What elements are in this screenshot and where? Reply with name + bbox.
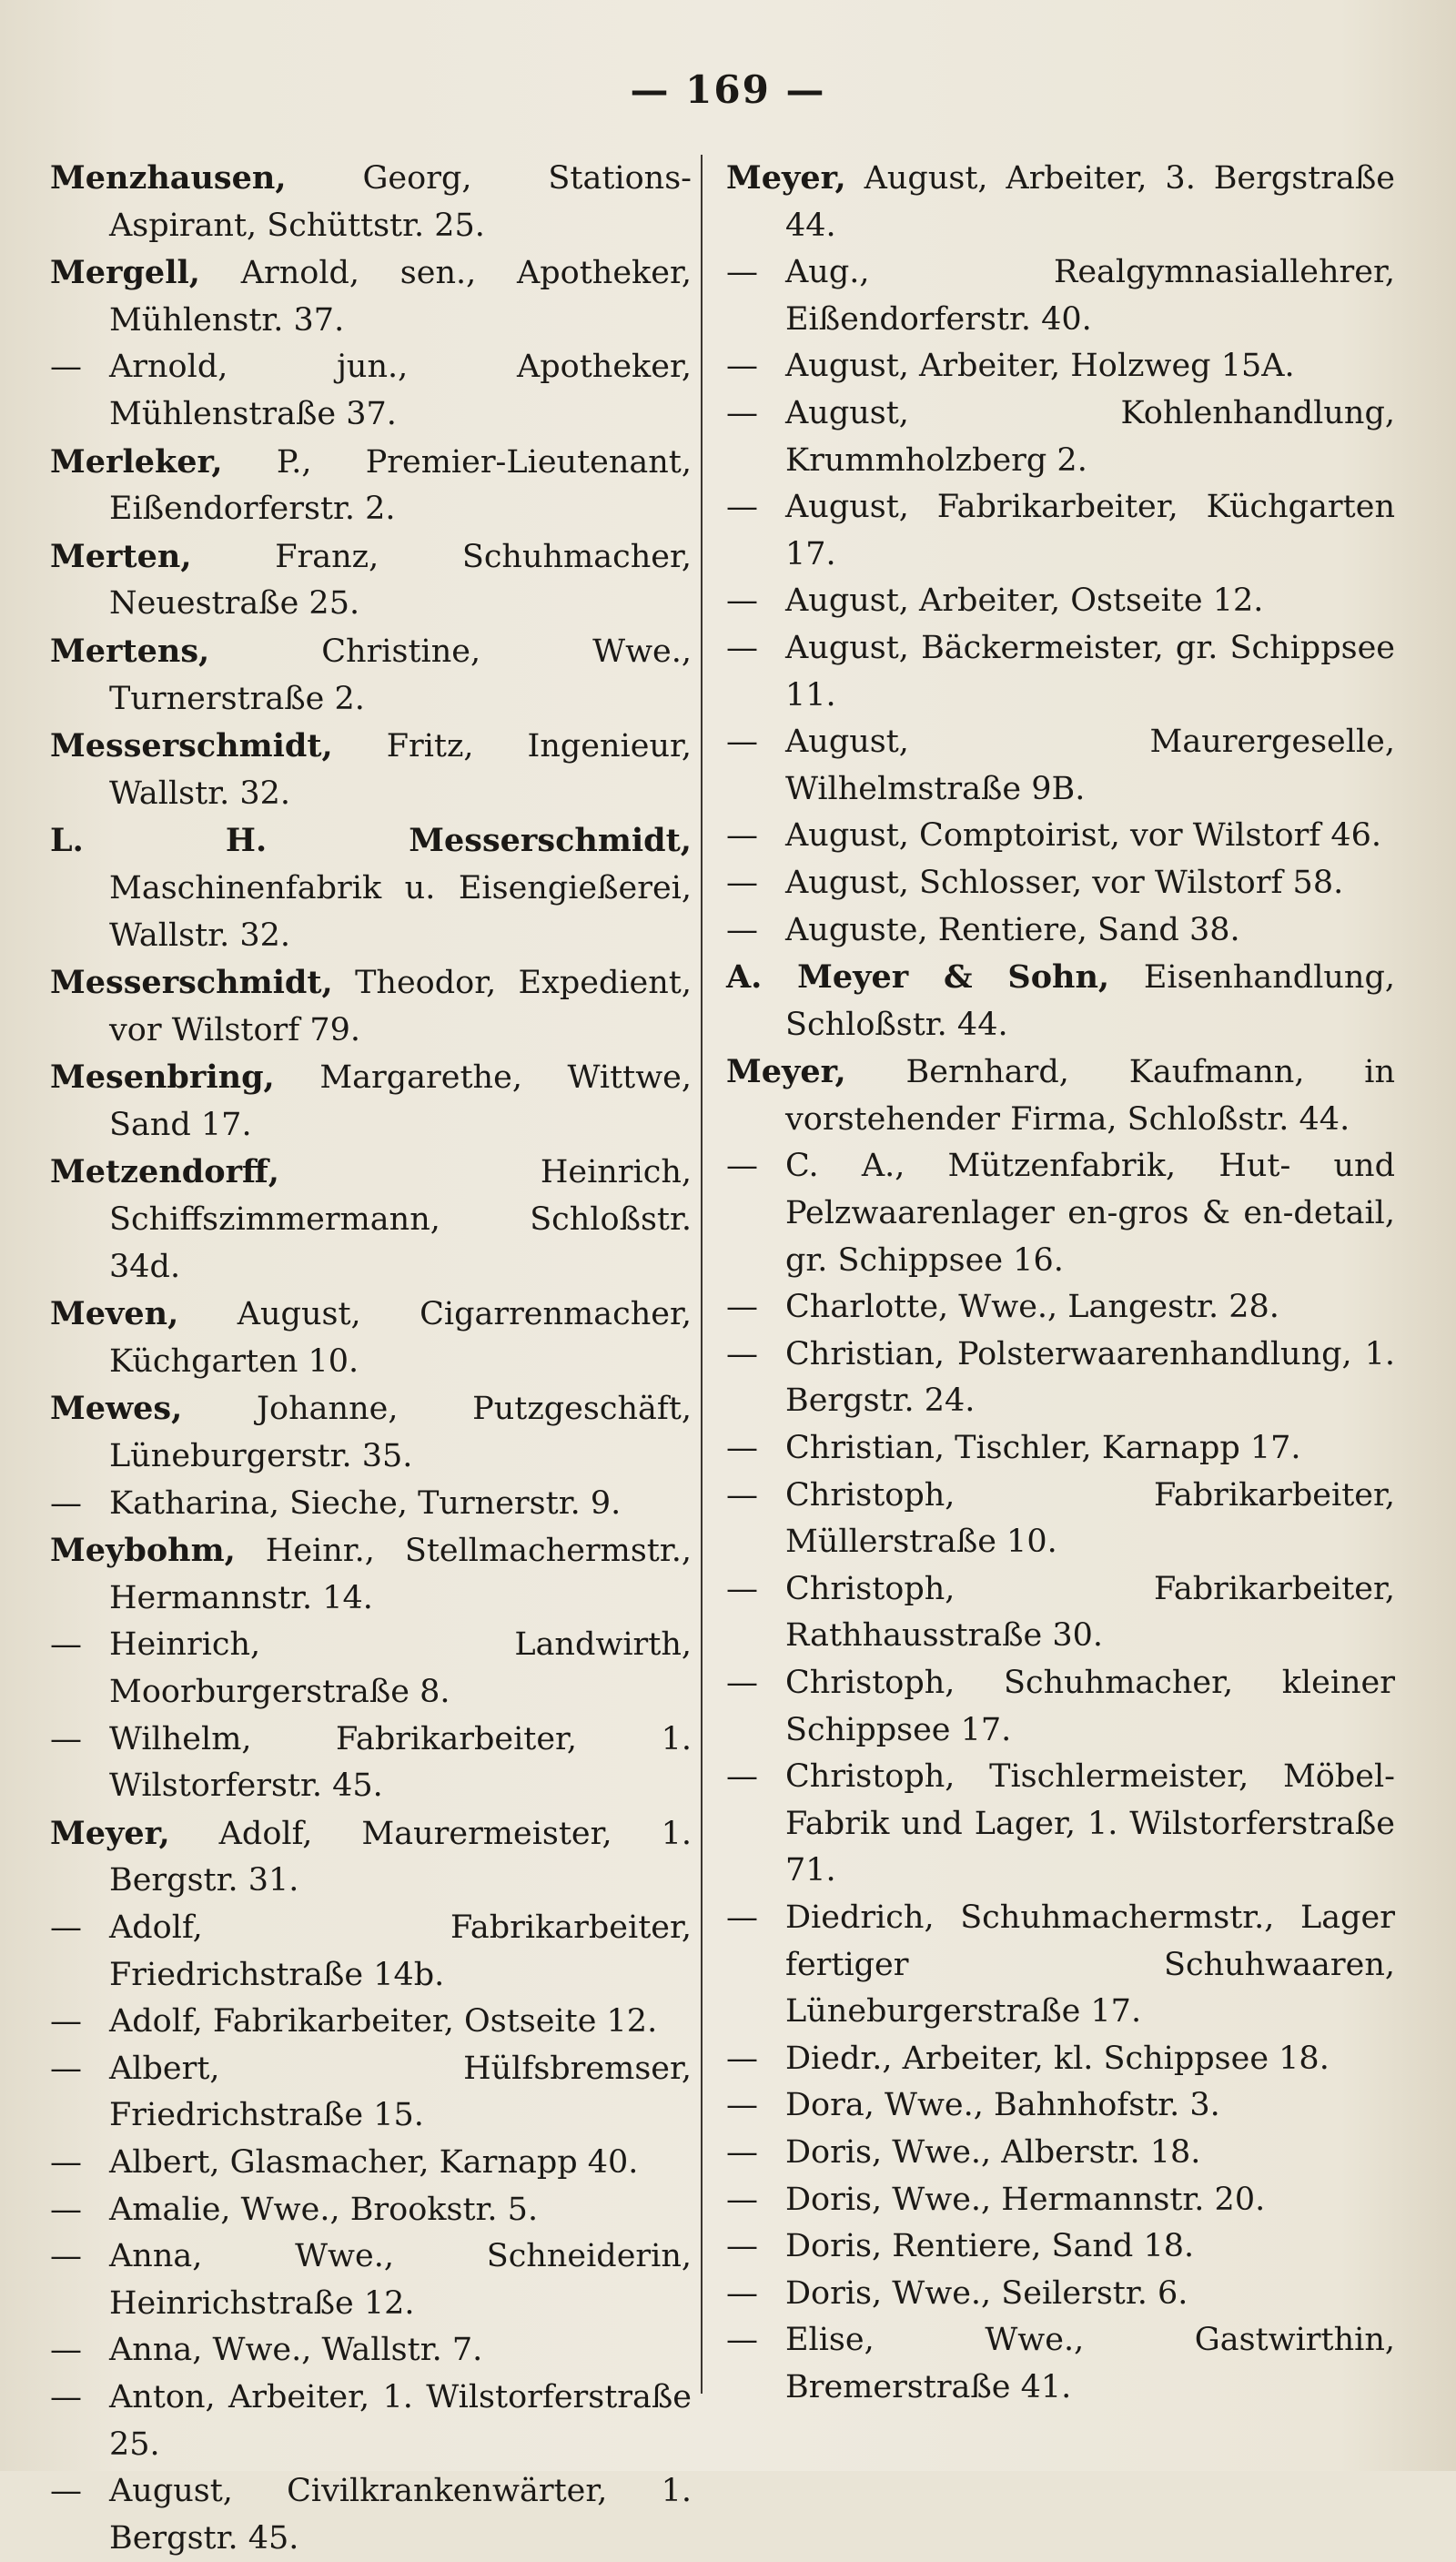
ditto-dash: — xyxy=(726,1335,758,1372)
entry-details: Bernhard, Kaufmann, in vorstehender Firma, Schloßstr. 44. xyxy=(785,1054,1395,1138)
ditto-dash: — xyxy=(726,1665,758,1701)
entry-details: Christoph, Fabrikarbeiter, Müllerstraße 10. xyxy=(785,1476,1395,1561)
entry-details: Charlotte, Wwe., Langestr. 28. xyxy=(785,1289,1279,1326)
entry-details: Doris, Rentiere, Sand 18. xyxy=(785,2228,1195,2265)
directory-sub-entry xyxy=(726,484,1395,578)
entry-details: Johanne, Putzgeschäft, Lüneburgerstr. 35. xyxy=(109,1391,692,1475)
directory-sub-entry xyxy=(726,1754,1395,1895)
entry-details: Fritz, Ingenieur, Wallstr. 32. xyxy=(109,728,692,812)
directory-sub-entry xyxy=(726,907,1395,955)
entry-details: Doris, Wwe., Alberstr. 18. xyxy=(785,2133,1201,2171)
ditto-dash: — xyxy=(50,2143,82,2181)
directory-sub-entry xyxy=(50,1999,692,2046)
entry-details: Christoph, Schuhmacher, kleiner Schippsee 17. xyxy=(785,1665,1395,1748)
ditto-dash: — xyxy=(726,864,758,901)
entry-details: Aug., Realgymnasiallehrer, Eißendorferstr. 40. xyxy=(785,254,1395,338)
entry-details: Maschinenfabrik u. Eisengießerei, Wallstr. 32. xyxy=(109,869,692,954)
directory-sub-entry xyxy=(726,1566,1395,1660)
ditto-dash: — xyxy=(726,1148,758,1185)
entry-surname: Mewes, xyxy=(50,1390,183,1428)
entry-surname: Meven, xyxy=(50,1295,179,1333)
left-column xyxy=(50,155,692,2562)
directory-sub-entry xyxy=(726,860,1395,907)
ditto-dash: — xyxy=(726,348,758,385)
entry-details: Anna, Wwe., Wallstr. 7. xyxy=(109,2332,483,2369)
ditto-dash: — xyxy=(50,1484,82,1522)
ditto-dash: — xyxy=(50,2050,82,2087)
ditto-dash: — xyxy=(726,2181,758,2218)
directory-sub-entry xyxy=(50,2468,692,2562)
directory-sub-entry xyxy=(726,813,1395,860)
entry-details: P., Premier-Lieutenant, Eißendorferstr. 2. xyxy=(109,443,692,528)
entry-surname: Mergell, xyxy=(50,254,200,292)
entry-details: Diedr., Arbeiter, kl. Schippsee 18. xyxy=(785,2040,1330,2077)
directory-entry xyxy=(50,817,692,959)
entry-details: Adolf, Fabrikarbeiter, Ostseite 12. xyxy=(109,2003,658,2040)
directory-entry xyxy=(50,1291,692,1385)
directory-sub-entry xyxy=(50,2233,692,2327)
entry-details: Anton, Arbeiter, 1. Wilstorferstraße 25. xyxy=(109,2378,692,2463)
entry-surname: Merleker, xyxy=(50,442,223,481)
directory-sub-entry xyxy=(726,1473,1395,1566)
entry-details: Arnold, sen., Apotheker, Mühlenstr. 37. xyxy=(109,255,692,339)
ditto-dash: — xyxy=(50,349,82,386)
ditto-dash: — xyxy=(726,254,758,291)
entry-surname: Meybohm, xyxy=(50,1532,236,1570)
entry-details: August, Maurergeselle, Wilhelmstraße 9B. xyxy=(785,724,1395,807)
entry-surname: Messerschmidt, xyxy=(50,964,333,1002)
directory-sub-entry xyxy=(50,2046,692,2140)
ditto-dash: — xyxy=(50,2473,82,2510)
ditto-dash: — xyxy=(50,1720,82,1757)
directory-sub-entry xyxy=(726,390,1395,484)
ditto-dash: — xyxy=(50,1909,82,1946)
entry-details: August, Arbeiter, 3. Bergstraße 44. xyxy=(785,160,1395,244)
directory-sub-entry xyxy=(50,2140,692,2187)
entry-details: Eisenhandlung, Schloßstr. 44. xyxy=(785,959,1395,1043)
entry-details: Heinrich, Landwirth, Moorburgerstraße 8. xyxy=(109,1626,692,1710)
entry-details: August, Cigarrenmacher, Küchgarten 10. xyxy=(109,1296,692,1380)
directory-entry xyxy=(50,1527,692,1622)
entry-details: Adolf, Fabrikarbeiter, Friedrichstraße 14b. xyxy=(109,1909,692,1993)
directory-sub-entry xyxy=(50,1622,692,1716)
entry-details: Dora, Wwe., Bahnhofstr. 3. xyxy=(785,2087,1220,2124)
entry-details: August, Schlosser, vor Wilstorf 58. xyxy=(785,864,1344,901)
entry-details: Amalie, Wwe., Brookstr. 5. xyxy=(109,2191,539,2228)
column-divider xyxy=(701,155,703,2394)
directory-sub-entry xyxy=(50,2187,692,2234)
ditto-dash: — xyxy=(50,2191,82,2228)
entry-details: C. A., Mützenfabrik, Hut- und Pelzwaarenlager en-gros & en-detail, gr. Schippsee 16. xyxy=(785,1148,1395,1279)
entry-surname: Mertens, xyxy=(50,632,210,670)
ditto-dash: — xyxy=(726,629,758,666)
entry-details: August, Arbeiter, Ostseite 12. xyxy=(785,582,1264,620)
directory-sub-entry xyxy=(50,1481,692,1528)
directory-sub-entry xyxy=(726,1895,1395,2036)
directory-sub-entry xyxy=(726,1332,1395,1425)
entry-details: Heinrich, Schiffszimmermann, Schloßstr. 34d. xyxy=(109,1154,692,1285)
directory-sub-entry xyxy=(726,2036,1395,2083)
page-number: — 169 — xyxy=(630,67,826,112)
ditto-dash: — xyxy=(726,489,758,526)
directory-entry xyxy=(50,439,692,533)
ditto-dash: — xyxy=(726,1899,758,1936)
directory-sub-entry xyxy=(726,578,1395,625)
directory-sub-entry xyxy=(726,1425,1395,1473)
directory-sub-entry xyxy=(726,625,1395,719)
ditto-dash: — xyxy=(726,2087,758,2124)
directory-sub-entry xyxy=(726,2177,1395,2224)
ditto-dash: — xyxy=(726,2133,758,2171)
entry-details: Franz, Schuhmacher, Neuestraße 25. xyxy=(109,538,692,623)
entry-details: Margarethe, Wittwe, Sand 17. xyxy=(109,1059,692,1143)
ditto-dash: — xyxy=(50,2332,82,2369)
ditto-dash: — xyxy=(726,1289,758,1326)
entry-details: August, Bäckermeister, gr. Schippsee 11. xyxy=(785,629,1395,714)
entry-details: Anna, Wwe., Schneiderin, Heinrichstraße 12. xyxy=(109,2238,692,2322)
entry-details: Albert, Hülfsbremser, Friedrichstraße 15. xyxy=(109,2050,692,2134)
entry-surname: Messerschmidt, xyxy=(50,727,333,765)
directory-entry xyxy=(50,723,692,817)
entry-surname: Metzendorff, xyxy=(50,1153,279,1191)
ditto-dash: — xyxy=(726,1476,758,1514)
ditto-dash: — xyxy=(726,817,758,855)
entry-details: Christian, Polsterwaarenhandlung, 1. Bergstr. 24. xyxy=(785,1335,1395,1420)
ditto-dash: — xyxy=(726,1430,758,1467)
directory-entry xyxy=(50,1054,692,1149)
directory-sub-entry xyxy=(50,1716,692,1810)
directory-sub-entry xyxy=(726,343,1395,390)
entry-surname: Mesenbring, xyxy=(50,1058,275,1097)
entry-surname: Menzhausen, xyxy=(50,159,287,197)
directory-entry xyxy=(50,155,692,249)
right-column xyxy=(726,155,1395,2412)
directory-sub-entry xyxy=(50,1905,692,1999)
entry-surname: Meyer, xyxy=(726,159,846,197)
ditto-dash: — xyxy=(726,582,758,620)
directory-sub-entry xyxy=(726,1660,1395,1754)
directory-entry xyxy=(50,628,692,723)
entry-details: Arnold, jun., Apotheker, Mühlenstraße 37. xyxy=(109,349,692,432)
entry-details: Diedrich, Schuhmachermstr., Lager fertiger Schuhwaaren, Lüneburgerstraße 17. xyxy=(785,1899,1395,2030)
entry-details: Wilhelm, Fabrikarbeiter, 1. Wilstorferstr. 45. xyxy=(109,1720,692,1805)
directory-entry xyxy=(50,533,692,628)
entry-details: Auguste, Rentiere, Sand 38. xyxy=(785,911,1240,948)
entry-details: Christoph, Tischlermeister, Möbel-Fabrik und Lager, 1. Wilstorferstraße 71. xyxy=(785,1758,1395,1889)
ditto-dash: — xyxy=(50,2238,82,2275)
ditto-dash: — xyxy=(726,1570,758,1607)
ditto-dash: — xyxy=(726,2274,758,2312)
directory-sub-entry xyxy=(726,1284,1395,1332)
directory-sub-entry xyxy=(726,1143,1395,1284)
entry-details: Doris, Wwe., Seilerstr. 6. xyxy=(785,2274,1188,2312)
ditto-dash: — xyxy=(726,2228,758,2265)
entry-details: August, Fabrikarbeiter, Küchgarten 17. xyxy=(785,489,1395,572)
ditto-dash: — xyxy=(726,2040,758,2077)
directory-sub-entry xyxy=(726,2082,1395,2130)
directory-sub-entry xyxy=(726,2317,1395,2411)
entry-details: Christoph, Fabrikarbeiter, Rathhausstraße 30. xyxy=(785,1570,1395,1655)
entry-details: Elise, Wwe., Gastwirthin, Bremerstraße 41. xyxy=(785,2322,1395,2405)
directory-sub-entry xyxy=(50,2327,692,2375)
directory-entry xyxy=(50,249,692,344)
entry-details: Heinr., Stellmachermstr., Hermannstr. 14. xyxy=(109,1533,692,1616)
ditto-dash: — xyxy=(50,2003,82,2040)
directory-sub-entry xyxy=(726,2223,1395,2271)
directory-sub-entry xyxy=(726,719,1395,813)
entry-details: Theodor, Expedient, vor Wilstorf 79. xyxy=(109,965,692,1048)
ditto-dash: — xyxy=(726,724,758,761)
entry-details: August, Arbeiter, Holzweg 15A. xyxy=(785,348,1295,385)
entry-details: Adolf, Maurermeister, 1. Bergstr. 31. xyxy=(109,1815,692,1899)
entry-details: Doris, Wwe., Hermannstr. 20. xyxy=(785,2181,1266,2218)
directory-sub-entry xyxy=(50,344,692,438)
directory-entry xyxy=(726,954,1395,1048)
entry-surname: Meyer, xyxy=(50,1814,170,1852)
directory-entry xyxy=(50,1149,692,1291)
directory-entry xyxy=(50,1385,692,1480)
directory-entry xyxy=(726,155,1395,249)
entry-surname: L. H. Messerschmidt, xyxy=(50,822,692,860)
ditto-dash: — xyxy=(726,394,758,431)
directory-sub-entry xyxy=(726,2130,1395,2177)
directory-entry xyxy=(50,959,692,1054)
entry-details: Georg, Stations-Aspirant, Schüttstr. 25. xyxy=(109,160,692,244)
directory-sub-entry xyxy=(726,2271,1395,2318)
directory-entry xyxy=(726,1048,1395,1143)
entry-details: Christine, Wwe., Turnerstraße 2. xyxy=(109,633,692,717)
entry-details: Christian, Tischler, Karnapp 17. xyxy=(785,1430,1301,1467)
entry-details: Albert, Glasmacher, Karnapp 40. xyxy=(109,2143,639,2181)
entry-surname: A. Meyer & Sohn, xyxy=(726,958,1110,997)
entry-surname: Merten, xyxy=(50,537,192,575)
directory-entry xyxy=(50,1810,692,1905)
entry-details: Katharina, Sieche, Turnerstr. 9. xyxy=(109,1484,622,1522)
entry-details: August, Comptoirist, vor Wilstorf 46. xyxy=(785,817,1382,855)
directory-sub-entry xyxy=(726,249,1395,343)
ditto-dash: — xyxy=(726,2322,758,2359)
entry-details: August, Kohlenhandlung, Krummholzberg 2. xyxy=(785,394,1395,479)
ditto-dash: — xyxy=(50,1626,82,1664)
entry-surname: Meyer, xyxy=(726,1053,846,1091)
ditto-dash: — xyxy=(726,911,758,948)
ditto-dash: — xyxy=(50,2378,82,2415)
entry-details: August, Civilkrankenwärter, 1. Bergstr. 45. xyxy=(109,2473,692,2557)
directory-sub-entry xyxy=(50,2375,692,2468)
ditto-dash: — xyxy=(726,1758,758,1796)
